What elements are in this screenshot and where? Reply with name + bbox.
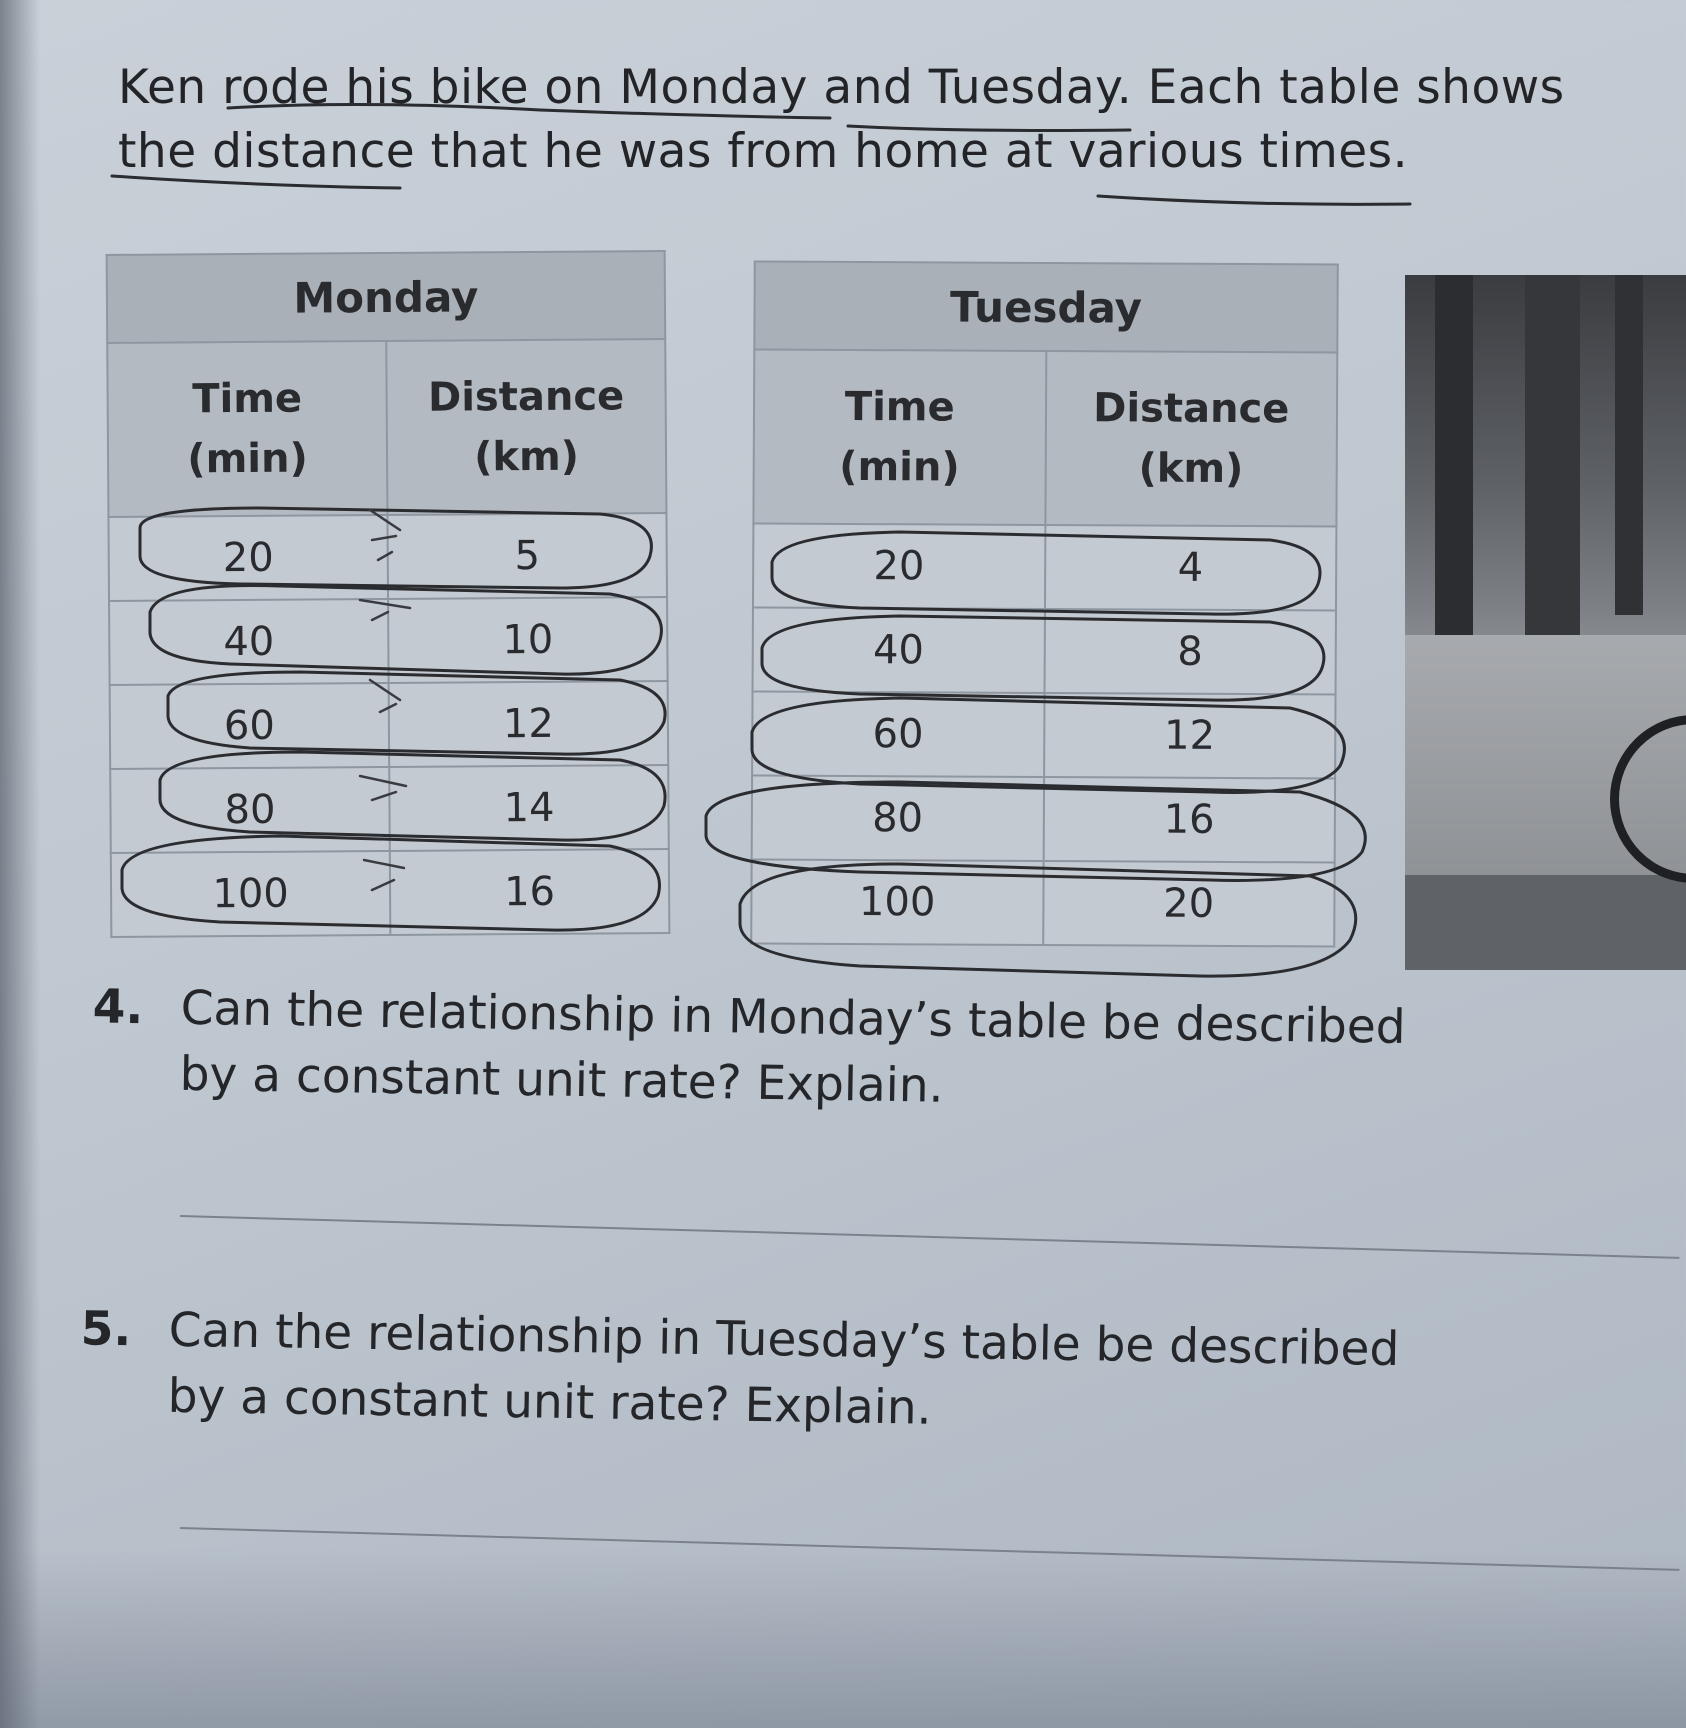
table-row: [752, 691, 1335, 778]
intro-text: [118, 56, 1618, 184]
intro-line-2: the distance that he was from home at various times.: [118, 124, 1409, 179]
table-row: [110, 765, 669, 853]
tree-trunk: [1435, 275, 1473, 635]
question-line-2: by a constant unit rate? Explain.: [167, 1368, 932, 1436]
header-label: Distance: [427, 373, 625, 421]
monday-table-title: Monday: [107, 251, 666, 343]
answer-line-4[interactable]: [180, 1215, 1679, 1259]
table-row: [752, 775, 1335, 862]
question-4: [91, 974, 1453, 1145]
intro-line-1: Ken rode his bike on Monday and Tuesday. Each table shows: [118, 60, 1565, 115]
distance-cell: 5: [387, 513, 667, 599]
monday-table: [106, 250, 671, 938]
tuesday-time-header: [753, 349, 1045, 525]
header-label: Time: [844, 383, 955, 431]
time-cell: 20: [753, 523, 1045, 609]
tree-trunk: [1525, 275, 1580, 655]
header-label: Time: [192, 375, 303, 423]
distance-cell: 16: [1043, 777, 1335, 863]
time-cell: 60: [110, 683, 390, 769]
question-text: [179, 976, 1406, 1127]
table-row: [110, 681, 669, 769]
tree-trunk: [1615, 275, 1643, 615]
header-label: Distance: [1093, 385, 1290, 433]
underline-intro-4: [1098, 196, 1410, 204]
distance-cell: 10: [388, 597, 668, 683]
table-row: [753, 607, 1336, 694]
header-unit: (km): [473, 433, 580, 481]
distance-cell: 16: [390, 849, 670, 935]
page-edge-shadow: [0, 0, 40, 1728]
time-cell: 80: [752, 775, 1044, 861]
time-cell: 40: [753, 607, 1045, 693]
header-unit: (min): [839, 443, 960, 491]
table-row: [753, 523, 1336, 610]
tuesday-table-title: Tuesday: [754, 261, 1337, 352]
monday-time-header: [107, 341, 387, 517]
distance-cell: 12: [389, 681, 669, 767]
distance-cell: 20: [1043, 861, 1335, 947]
time-cell: 40: [109, 599, 389, 685]
time-cell: 80: [110, 767, 390, 853]
question-text: [167, 1298, 1400, 1449]
question-5: [79, 1296, 1441, 1467]
time-cell: 60: [752, 691, 1044, 777]
distance-cell: 4: [1044, 525, 1336, 611]
header-unit: (km): [1138, 445, 1244, 493]
time-cell: 100: [111, 851, 391, 937]
table-row: [751, 859, 1334, 946]
question-line-1: Can the relationship in Tuesday’s table be described: [168, 1302, 1400, 1378]
table-row: [108, 513, 667, 601]
table-row: [111, 849, 670, 937]
time-cell: 100: [751, 859, 1043, 945]
bottom-shadow: [0, 1548, 1686, 1728]
bike-photo: [1405, 275, 1686, 970]
road: [1405, 875, 1686, 970]
distance-cell: 14: [389, 765, 669, 851]
question-line-2: by a constant unit rate? Explain.: [179, 1046, 944, 1114]
tuesday-table: [750, 260, 1339, 947]
distance-cell: 12: [1044, 693, 1336, 779]
question-number: 5.: [80, 1301, 132, 1358]
tuesday-distance-header: [1045, 351, 1337, 527]
distance-cell: 8: [1044, 609, 1336, 695]
question-line-1: Can the relationship in Monday’s table be described: [180, 980, 1407, 1055]
table-row: [109, 597, 668, 685]
time-cell: 20: [108, 515, 388, 601]
question-number: 4.: [92, 979, 144, 1036]
header-unit: (min): [187, 435, 308, 483]
monday-distance-header: [386, 339, 666, 515]
